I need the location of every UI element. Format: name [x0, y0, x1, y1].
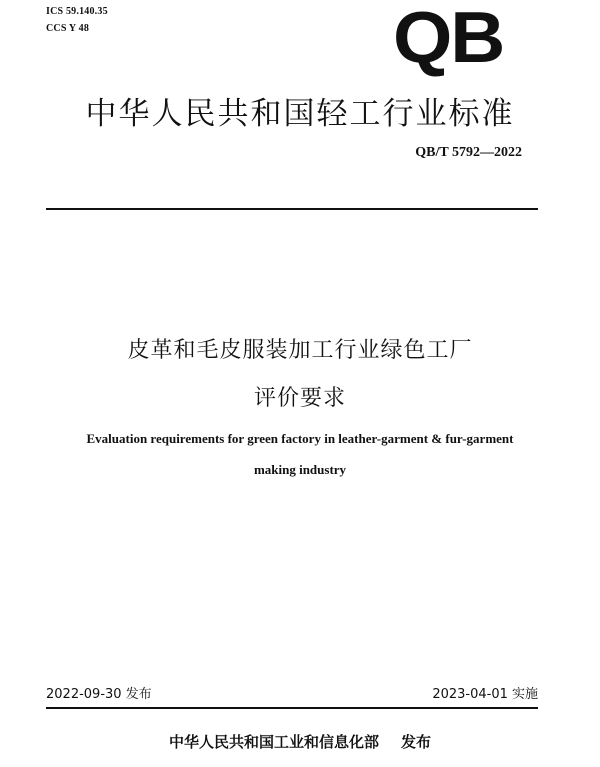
- issuer-line: [0, 731, 600, 752]
- standard-number: QB/T 5792—2022: [415, 145, 522, 160]
- issuer-action: 发布: [401, 733, 432, 751]
- document-title-en-line2: making industry: [253, 462, 347, 477]
- implementation-date: 2023-04-01 实施: [432, 687, 538, 702]
- document-title-cn-line1: 皮革和毛皮服装加工行业绿色工厂: [127, 338, 473, 363]
- issue-date: 2022-09-30 发布: [46, 687, 152, 702]
- document-title-cn-line2: 评价要求: [253, 386, 346, 411]
- ccs-code: CCS Y 48: [46, 23, 90, 34]
- top-divider: [46, 208, 538, 210]
- standard-category-title: 中华人民共和国轻工行业标准: [85, 96, 515, 132]
- document-title-en-line1: Evaluation requirements for green factory in leather-garment & fur-garment: [86, 431, 514, 446]
- bottom-divider: [46, 707, 538, 709]
- ics-code: ICS 59.140.35: [46, 6, 108, 17]
- issuer-name: 中华人民共和国工业和信息化部: [168, 733, 379, 751]
- qb-logo: QB: [393, 0, 504, 78]
